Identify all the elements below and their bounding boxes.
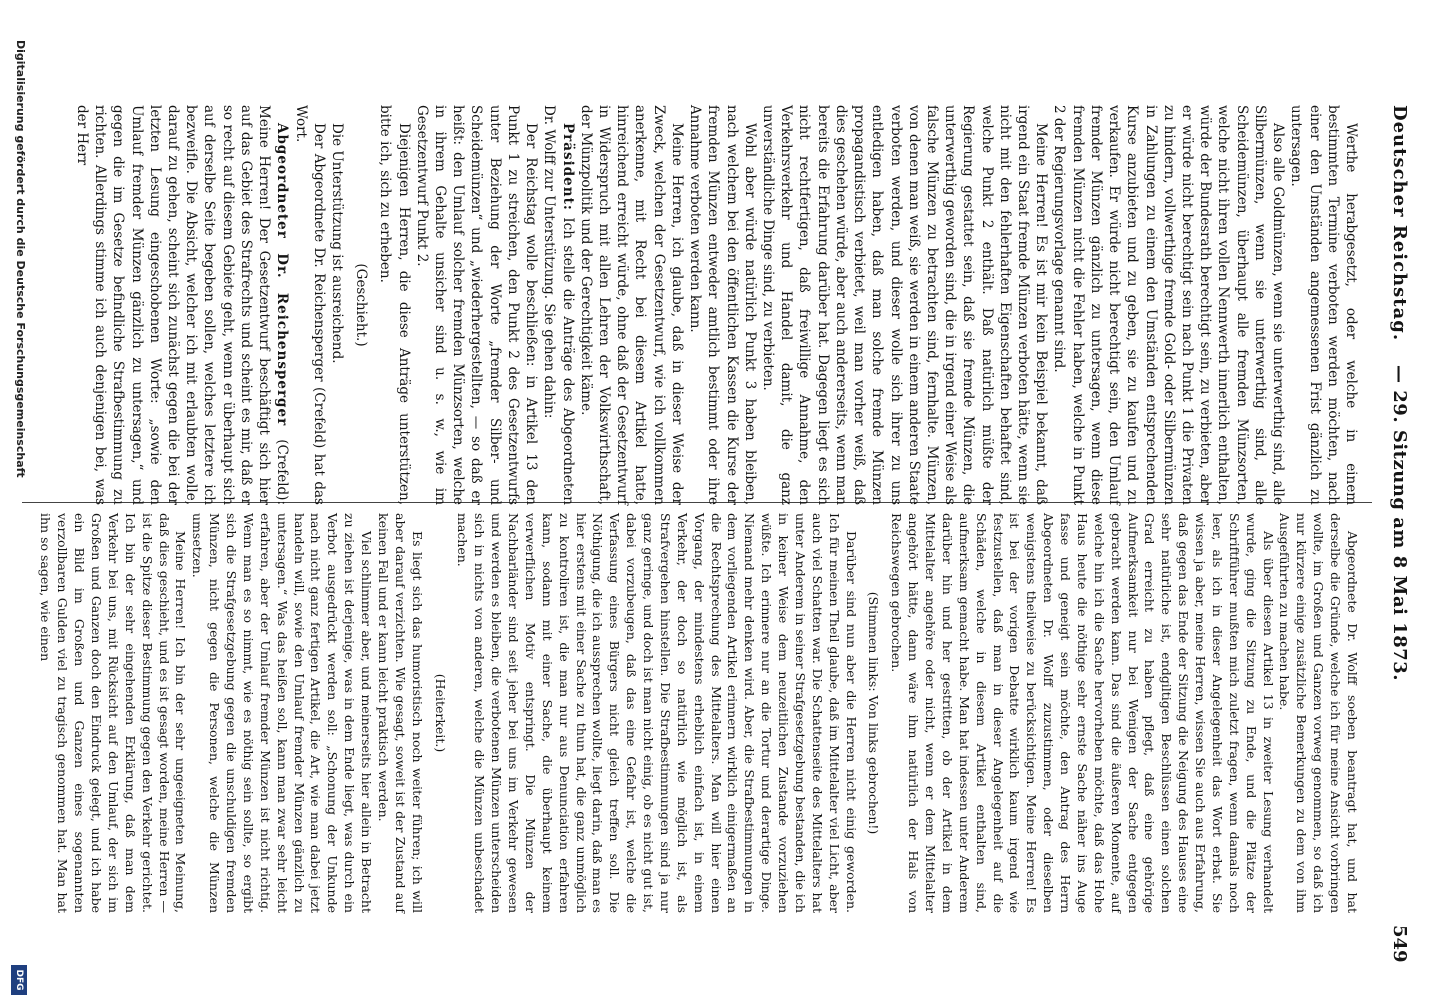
paragraph: Die Unterstützung ist ausreichend. — [328, 123, 345, 364]
session-date: — 29. Sitzung am 8 Mai 1873. — [1389, 365, 1410, 682]
running-title: Deutscher Reichstag. — [1389, 105, 1410, 342]
paragraph: Also alle Goldmünzen, wenn sie unterwerthig sind, alle Silbermünzen, wenn sie unterwerthig sind, alle Scheidemünzen, überhaupt alle fremden Münzsorten, welche nicht ihren vollen Nennwerth innerlich enthalten, würde der Bundesrath berechtigt sein, zu verbieten, aber er würde nicht berechtigt sein nach Punkt 1 die Privaten zu hindern, vollwerthige fremde Gold- oder Silbermünzen in Zahlungen zu einem den Umständen entsprechenden Kurse anzubieten und zu geben, sie zu kaufen und zu verkaufen. Er würde nicht berechtigt sein, den Umlauf fremder Münzen gänzlich zu untersagen, wenn diese fremden Münzen nicht die Fehler haben, welche in Punkt 2 der Regierungsvorlage genannt sind. — [1051, 105, 1287, 505]
speaker-text: (Crefeld): Meine Herren! Der Gesetzentwurf beschäftigt sich hier auf das Gebiet des Strafrechts und scheint es mir, daß er so recht auf diesem Gebiete geht, wenn er überhaupt sich auf derselbe Seite begeben sollen, welches letztere ich bezweifle. Die Absicht, welcher ich mit erlaubten wolle, darauf zu gehen, scheint sich zunächst gegen die bei der letzten Lesung eingeschobenen Worte: „sowie den Umlauf fremder Münzen gänzlich zu untersagen,“ und gegen die im Gesetze befindliche Strafbestimmung zu richten. Allerdings stimme ich auch denjenigen bei, was der Herr — [73, 105, 291, 506]
paragraph: Der Reichstag wolle beschließen: in Artikel 13 den Punkt 1 zu streichen, den Punkt 2 des Gesetzentwurfs unter Beziehung der Worte „fremder Silber- und Scheidemünzen“ und „wiederhergestellten, — so daß er heißt: den Umlauf solcher fremden Münzsorten, welche in ihrem Gehalte unsicher sind u. s. w., wie im Gesetzentwurf Punkt 2. — [413, 105, 540, 505]
right-column — [30, 513, 1360, 913]
stage-direction: (Geschieht.) — [353, 263, 370, 347]
paragraph: Meine Herren! Es ist mir kein Beispiel bekannt, daß irgend ein Staat fremde Münzen verboten hätte, wenn sie nicht mit den fehlerhaften Eigenschaften behaftet sind, welche Punkt 2 enthält. Daß natürlich müßte der Regierung gestattet sein, daß sie fremde Münzen, die unterwerthig geworden sind, die in irgend einer Weise als falsche Münzen zu betrachten sind, fernhalte. Münzen, von denen man weiß, sie werden in einem anderen Staate verboten werden, und dieser wolle sich ihrer zu uns entledigen haben, daß man solche fremde Münzen propagandistisch verbietet, weil man vorher weiß, daß dies geschehen würde, aber auch andererseits, wenn man bereits die Erfahrung darüber hat. Dagegen liegt es sich nicht rechtfertigen, daß freiwillige Annahme, den Verkehrsverkehr und Handel damit, die ganz unverständliche Dinge sind, zu verbieten. — [760, 105, 1050, 505]
paragraph: Als über diesen Artikel 13 in zweiter Lesung verhandelt wurde, ging die Sitzung zu Ende, und die Plätze der Schriftführer mußten mich zuletzt fragen, wenn damals noch leer, als ich in dieser Angelegenheit das Wort erbat. Sie wissen ja aber, meine Herren, wissen Sie auch aus Erfahrung, daß gegen das Ende der Sitzung die Neigung des Hauses eine sehr natürliche ist, endgiltigen Beschlüssen einen solchen Grad erreicht zu haben pflegt, daß eine gehörige Aufmerksamkeit nur bei Wenigen der Sache entgegen gebracht werden kann. Das sind die äußeren Momente, auf welche hin ich die Sache hervorheben möchte, daß das Hohe Haus heute die nöthige sehr ernste Sache näher ins Auge fasse und geneigt sein möchte, den Antrag des Herrn Abgeordneten Dr. Wolff zuzustimmen, oder dieselben wenigstens theilweise zu berücksichtigen. Meine Herren! Es ist bei der vorigen Debatte wirklich kaum irgend wie festzustellen, daß man in dieser Angelegenheit auf die Schäden, welche in diesem Artikel enthalten sind, aufmerksam gemacht habe. Man hat indessen unter Anderem darüber hin und her gestritten, ob der Artikel in dem Mittelalter angehöre oder nicht, wenn er dem Mittelalter angehört hätte, dann wäre ihm natürlich der Hals von Reichswegen gebrochen. — [889, 513, 1276, 913]
stage-direction: (Heiterkeit.) — [432, 673, 448, 753]
digitization-credit: Digitalisierung gefördert durch die Deutsche Forschungsgemeinschaft — [14, 40, 27, 478]
paragraph: Es liegt sich das humoristisch noch weiter führen; ich will aber darauf verzichten. Wie gesagt, soweit ist der Zustand auf keinen Fall und er kann leicht praktisch werden. — [376, 513, 425, 913]
speaker-text: Ich stelle die Anträge des Abgeordneten Dr. Wolff zur Unterstützung. Sie gehen dahin: — [541, 105, 576, 505]
speaker-name: Präsident: — [559, 123, 576, 211]
speaker-paragraph — [540, 105, 576, 505]
page-header — [1357, 0, 1432, 1000]
paragraph: Viel schlimmer aber, und meinerseits hier allein in Betracht zu ziehen ist derjenige, was in dem Ende liegt, was durch ein Verbot ausgedrückt werden soll: „Schonung der Unkunde nach nicht ganz fertigen Artikel, die Art, wie man dabei jetzt handeln will, sowie den Umlauf fremder Münzen gänzlich zu untersagen.“ Was das heißen soll, kann man zwar sehr leicht erfahren, aber der Umlauf fremder Münzen ist nicht richtig. Wenn man es so nimmt, wie es nöthig sein sollte, so ergibt sich die Strafgesetzgebung gegen die unschuldigen fremden Münzen, nicht gegen die Personen, welche die Münzen umsetzen. — [190, 513, 375, 913]
paragraph: Diejenigen Herren, die diese Anträge unterstützen, bitte ich, sich zu erheben. — [377, 105, 412, 505]
paragraph: Der Abgeordnete Dr. Reichensperger (Crefeld) hat das Wort. — [292, 105, 327, 505]
paragraph: Meine Herren! Ich bin der sehr ungeeigneten Meinung, daß dies geschieht, und es ist gesagt worden, meine Herren — ist die Spitze dieser Bestimmung gegen den Verkehr gerichtet. Ich bin der sehr eingehenden Erklärung, daß man dem Verkehr bei uns, mit Rücksicht auf den Umlauf, der sich im Großen und Ganzen doch den Eindruck gelegt, und ich habe ein Bild im Großen und Ganzen eines sogenannten verzollbaren Gulden viel zu tragisch genommen hat. Man hat ihn so sagen, wie einen — [38, 513, 189, 913]
stage-direction: (Stimmen links: Von links gebrochen!) — [866, 591, 882, 835]
paragraph: Darüber sind nun aber die Herren nicht einig geworden. Ich für meinen Theil glaube, daß im Mittelalter viel Licht, aber auch viel Schatten war. Die Schattenseite des Mittelalters hat unter Anderem in seiner Strafgesetzgebung bestanden, die ich in keiner Weise dem neuzeitlichen Zustande vorzuziehen wüßte. Ich erinnere nur an die Tortur und derartige Dinge. Niemand mehr denken wird. Aber, die Strafbestimmungen in dem vorliegenden Artikel erinnern wirklich einigermaßen an die Rechtsprechung des Mittelalters. Man will hier einen Vorgang, der mindestens erheblich einfach ist, in einem Verkehr, der doch so natürlich wie möglich ist, als Strafvergehen hinstellen. Die Strafbestimmungen sind ja nur ganz geringe, und doch ist man nicht einig, ob es nicht gut ist, dabei vorzubeugen, daß das eine Gefahr ist, welche die Verfassung eines Bürgers nicht gleich treffen soll. Die Nöthigung, die ich aussprechen wollte, liegt darin, daß man es hier erstens mit einer Sache zu thun hat, die ganz unmöglich zu kontroliren ist, die man nur aus Denunciation erfahren kann, sodann mit einer Sache, die überhaupt keinem verwerflichen Motiv entspringt. Die Münzen der Nachbarländer sind seit jeher bei uns im Verkehr gewesen und werden es bleiben, die verbotenen Münzen unterscheiden sich in nichts von anderen, welche die Münzen unbeschadet machen. — [455, 513, 859, 913]
paragraph: Meine Herren, ich glaube, daß in dieser Weise der Zweck, welchen der Gesetzentwurf, wie ich vollkommen anerkenne, mit Recht bei diesem Artikel hatte, hinreichend erreicht würde, ohne daß der Gesetzentwurf in Widerspruch mit allen Lehren der Volkswirthschaft, der Münzpolitik und der Gerechtigkeit käme. — [577, 105, 685, 505]
speaker-paragraph — [73, 105, 292, 505]
paragraph: Werthe herabgesetzt, oder welche in einem bestimmten Termine verboten werden möchten, nach einer den Umständen angemessenen Frist gänzlich zu untersagen. — [1288, 105, 1359, 505]
left-column — [30, 105, 1360, 505]
page-number: 549 — [1389, 925, 1410, 963]
paragraph: Abgeordnete Dr. Wolff soeben beantragt hat, und hat derselbe die Gründe, welche ich für meine Ansicht vorbringen wollte, im Großen und Ganzen vorweg genommen, so daß ich nur kürzere einige zusätzliche Bemerkungen zu dem von ihm Ausgeführten zu machen habe. — [1277, 513, 1360, 913]
paragraph: Wohl aber würde natürlich Punkt 3 haben bleiben, nach welchem bei den öffentlichen Kassen die Kurse der fremden Münzen entweder amtlich bestimmt oder ihre Annahme verboten werden kann. — [687, 105, 758, 505]
speaker-name: Abgeordneter Dr. Reichensperger — [274, 123, 291, 427]
dfg-logo: DFG — [11, 965, 27, 995]
